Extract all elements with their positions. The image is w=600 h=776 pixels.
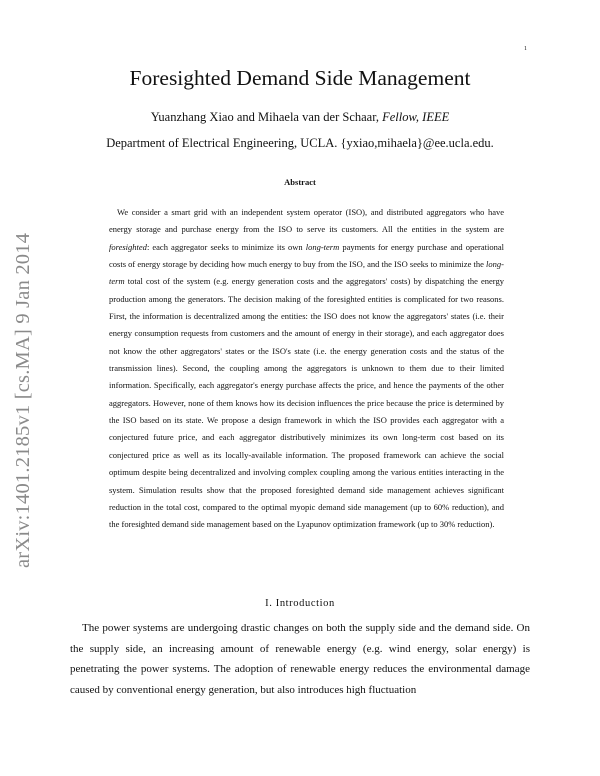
abstract-emph-2: long-term [305, 241, 340, 252]
author-names: Yuanzhang Xiao and Mihaela van der Schaar, [150, 110, 383, 124]
abstract-part-2: : each aggregator seeks to minimize its own [146, 241, 306, 252]
abstract-body [109, 204, 504, 534]
abstract-emph-1: foresighted [109, 241, 147, 252]
introduction-paragraph: The power systems are undergoing drastic changes on both the supply side and the demand side. On the supply side, an increasing amount of renewable energy (e.g. wind energy, solar energy) is penetrating the power systems. The adoption of renewable energy reduces the environmental damage caused by conventional energy generation, but also introduces high fluctuation [70, 622, 530, 696]
author-fellow: Fellow, IEEE [382, 110, 450, 124]
abstract-part-4: total cost of the system (e.g. energy generation costs and the aggregators' costs) by dispatching the energy production among the generators. The decision making of the foresighted entities is complicated for two reasons. First, the information is decentralized among the entities: the ISO does not know the aggregators' states (i.e. their energy consumption requests from customers and the amount of energy in their storage), and each aggregator does not know the other aggregators' states or the ISO's state (i.e. the energy generation costs and the status of the transmission lines). Second, the coupling among the aggregators is unknown to them due to their limited information. Specifically, each aggregator's energy purchase affects the price, and hence the payments of the other aggregators. However, none of them knows how its decision influences the price because the price is determined by the ISO based on its state. We propose a design framework in which the ISO provides each aggregator with a conjectured future price, and each aggregator distributively minimizes its own long-term cost based on its conjectured price as well as its locally-available information. The proposed framework can achieve the social optimum despite being decentralized and involving complex coupling among the various entities interacting in the system. Simulation results show that the proposed foresighted demand side management achieves significant reduction in the total cost, compared to the optimal myopic demand side management (up to 60% reduction), and the foresighted demand side management based on the Lyapunov optimization framework (up to 30% reduction). [109, 276, 504, 530]
abstract-emph-3: long-term [109, 259, 504, 287]
affiliation: Department of Electrical Engineering, UCLA. {yxiao,mihaela}@ee.ucla.edu. [106, 136, 494, 150]
author-line [0, 110, 600, 125]
paper-title: Foresighted Demand Side Management [129, 66, 471, 90]
abstract-part-1: We consider a smart grid with an independent system operator (ISO), and distributed aggregators who have energy storage and purchase energy from the ISO to serve its customers. All the entities in the system are [109, 207, 504, 235]
page-number: 1 [524, 46, 527, 52]
section-heading-introduction: I. Introduction [265, 598, 335, 609]
abstract-part-3: payments for energy purchase and operational costs of energy storage by deciding how much energy to buy from the ISO, and the ISO seeks to minimize the [109, 241, 504, 270]
arxiv-stamp: arXiv:1401.2185v1 [cs.MA] 9 Jan 2014 [12, 232, 34, 568]
abstract-heading: Abstract [284, 177, 316, 187]
